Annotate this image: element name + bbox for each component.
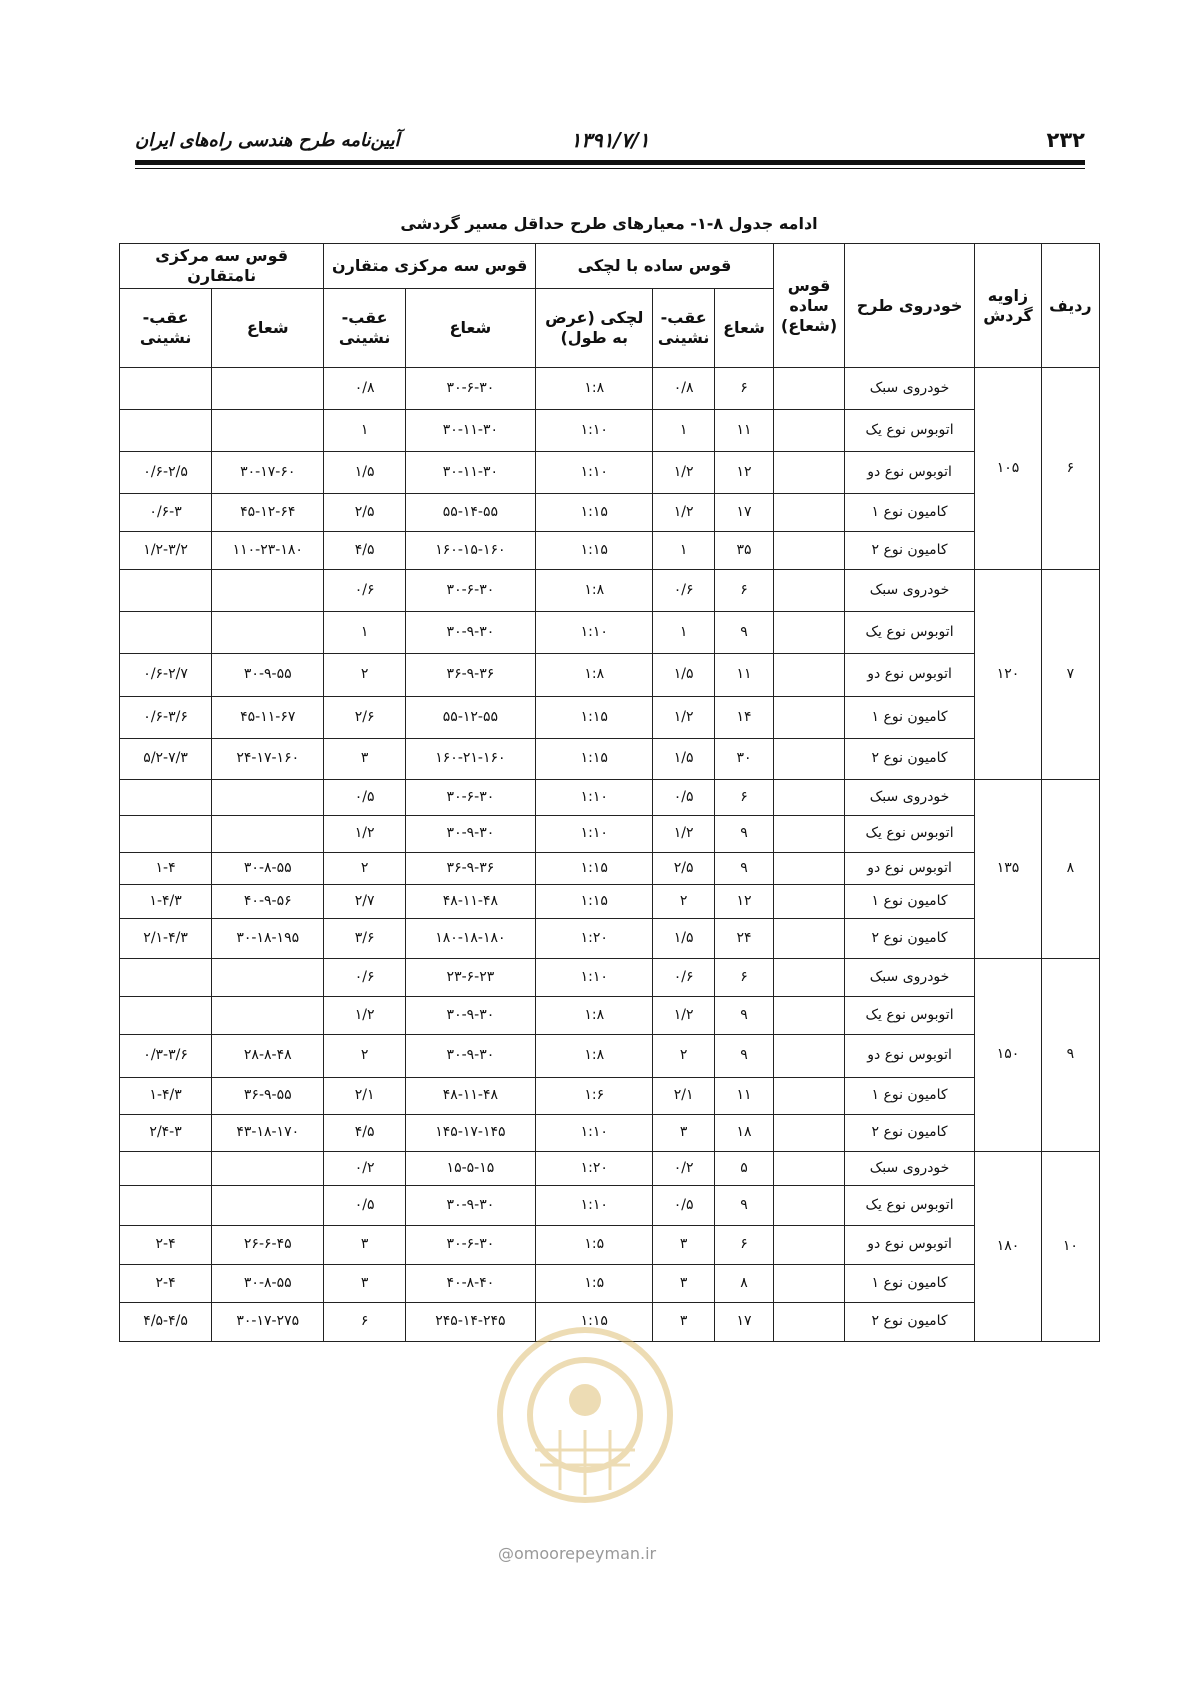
cell-offset: ۱/۲: [653, 494, 714, 532]
cell-radius: ۲۴: [714, 919, 773, 959]
page-number: ۲۳۲: [1046, 128, 1085, 152]
cell-simple-arc: [774, 532, 845, 570]
table-row: [120, 494, 1100, 532]
cell-vehicle: خودروی سبک: [844, 570, 974, 612]
cell-taper: ۱:۵: [535, 1226, 652, 1265]
cell-asym-radius: [212, 368, 324, 410]
cell-asym-offset: ۲-۴: [120, 1265, 212, 1303]
cell-offset: ۲/۵: [653, 853, 714, 885]
table-row: [120, 1115, 1100, 1152]
cell-simple-arc: [774, 816, 845, 853]
cell-sym-offset: ۲: [324, 1035, 405, 1078]
cell-sym-radius: ۳۰-۹-۳۰: [405, 1186, 535, 1226]
cell-offset: ۰/۶: [653, 959, 714, 997]
cell-taper: ۱:۱۰: [535, 410, 652, 452]
cell-taper: ۱:۱۰: [535, 452, 652, 494]
cell-offset: ۳: [653, 1115, 714, 1152]
cell-asym-radius: [212, 1186, 324, 1226]
cell-radius: ۶: [714, 959, 773, 997]
cell-simple-arc: [774, 1152, 845, 1186]
cell-simple-arc: [774, 410, 845, 452]
cell-sym-radius: ۳۰-۶-۳۰: [405, 368, 535, 410]
cell-asym-offset: [120, 959, 212, 997]
col-vehicle: خودروی طرح: [844, 244, 974, 368]
cell-sym-offset: ۲/۶: [324, 697, 405, 739]
cell-sym-radius: ۳۰-۹-۳۰: [405, 1035, 535, 1078]
cell-radius: ۱۸: [714, 1115, 773, 1152]
cell-asym-radius: ۳۰-۱۷-۶۰: [212, 452, 324, 494]
cell-offset: ۳: [653, 1265, 714, 1303]
cell-vehicle: کامیون نوع ۲: [844, 739, 974, 780]
cell-sym-offset: ۳/۶: [324, 919, 405, 959]
cell-sym-offset: ۶: [324, 1303, 405, 1342]
cell-offset: ۰/۶: [653, 570, 714, 612]
cell-taper: ۱:۱۰: [535, 612, 652, 654]
cell-radius: ۹: [714, 816, 773, 853]
cell-sym-radius: ۳۰-۶-۳۰: [405, 780, 535, 816]
cell-angle: ۱۸۰: [975, 1152, 1042, 1342]
cell-vehicle: خودروی سبک: [844, 780, 974, 816]
cell-row: ۷: [1041, 570, 1099, 780]
col-asym-radius: شعاع: [212, 289, 324, 368]
cell-asym-radius: ۳۰-۸-۵۵: [212, 853, 324, 885]
cell-sym-radius: ۴۸-۱۱-۴۸: [405, 1078, 535, 1115]
cell-offset: ۱/۲: [653, 997, 714, 1035]
cell-asym-radius: ۴۵-۱۱-۶۷: [212, 697, 324, 739]
table-row: [120, 452, 1100, 494]
table-row: [120, 1078, 1100, 1115]
cell-sym-radius: ۳۰-۹-۳۰: [405, 997, 535, 1035]
table-row: [120, 853, 1100, 885]
cell-taper: ۱:۱۰: [535, 1115, 652, 1152]
table-row: [120, 612, 1100, 654]
cell-asym-offset: [120, 1186, 212, 1226]
cell-sym-offset: ۱: [324, 612, 405, 654]
cell-asym-radius: ۳۰-۱۸-۱۹۵: [212, 919, 324, 959]
cell-radius: ۱۷: [714, 494, 773, 532]
cell-asym-offset: [120, 1152, 212, 1186]
cell-sym-radius: ۵۵-۱۲-۵۵: [405, 697, 535, 739]
cell-offset: ۳: [653, 1303, 714, 1342]
cell-taper: ۱:۸: [535, 570, 652, 612]
table-caption: ادامه جدول ۸-۱- معیارهای طرح حداقل مسیر گردشی: [400, 214, 818, 233]
col-sym-radius: شعاع: [405, 289, 535, 368]
cell-sym-offset: ۱/۲: [324, 997, 405, 1035]
cell-asym-radius: ۳۶-۹-۵۵: [212, 1078, 324, 1115]
cell-offset: ۱/۵: [653, 739, 714, 780]
table-row: [120, 1035, 1100, 1078]
cell-simple-arc: [774, 1078, 845, 1115]
cell-sym-offset: ۲/۵: [324, 494, 405, 532]
cell-simple-arc: [774, 780, 845, 816]
cell-sym-radius: ۱۵-۵-۱۵: [405, 1152, 535, 1186]
cell-taper: ۱:۱۵: [535, 739, 652, 780]
cell-sym-offset: ۰/۵: [324, 1186, 405, 1226]
cell-sym-offset: ۱: [324, 410, 405, 452]
col-group-simple-taper: قوس ساده با لچکی: [535, 244, 773, 289]
cell-asym-offset: ۴/۵-۴/۵: [120, 1303, 212, 1342]
cell-asym-offset: ۱/۲-۳/۲: [120, 532, 212, 570]
cell-vehicle: کامیون نوع ۱: [844, 885, 974, 919]
cell-offset: ۱/۲: [653, 697, 714, 739]
cell-sym-offset: ۲/۷: [324, 885, 405, 919]
header-date: ۱۳۹۱/۷/۱: [570, 128, 650, 152]
cell-sym-radius: ۲۳-۶-۲۳: [405, 959, 535, 997]
cell-angle: ۱۵۰: [975, 959, 1042, 1152]
cell-sym-radius: ۳۰-۹-۳۰: [405, 612, 535, 654]
cell-simple-arc: [774, 1186, 845, 1226]
cell-vehicle: اتوبوس نوع دو: [844, 1226, 974, 1265]
cell-sym-radius: ۱۶۰-۱۵-۱۶۰: [405, 532, 535, 570]
cell-asym-offset: ۱-۴: [120, 853, 212, 885]
cell-offset: ۱: [653, 532, 714, 570]
cell-sym-offset: ۲/۱: [324, 1078, 405, 1115]
table-row: [120, 368, 1100, 410]
cell-simple-arc: [774, 1303, 845, 1342]
table-row: [120, 410, 1100, 452]
cell-row: ۱۰: [1041, 1152, 1099, 1342]
cell-sym-radius: ۴۰-۸-۴۰: [405, 1265, 535, 1303]
table-row: [120, 1152, 1100, 1186]
cell-asym-radius: ۴۰-۹-۵۶: [212, 885, 324, 919]
cell-asym-radius: ۳۰-۱۷-۲۷۵: [212, 1303, 324, 1342]
cell-radius: ۹: [714, 612, 773, 654]
col-asym-offset: عقب- نشینی: [120, 289, 212, 368]
cell-asym-offset: ۰/۶-۲/۵: [120, 452, 212, 494]
cell-sym-radius: ۳۶-۹-۳۶: [405, 654, 535, 697]
cell-simple-arc: [774, 885, 845, 919]
cell-sym-offset: ۰/۸: [324, 368, 405, 410]
cell-vehicle: اتوبوس نوع یک: [844, 816, 974, 853]
cell-radius: ۶: [714, 570, 773, 612]
cell-simple-arc: [774, 1265, 845, 1303]
cell-taper: ۱:۱۵: [535, 697, 652, 739]
cell-row: ۸: [1041, 780, 1099, 959]
cell-offset: ۲: [653, 1035, 714, 1078]
cell-sym-offset: ۰/۲: [324, 1152, 405, 1186]
page-header: [135, 122, 1085, 156]
cell-offset: ۱/۲: [653, 816, 714, 853]
cell-asym-radius: ۲۸-۸-۴۸: [212, 1035, 324, 1078]
cell-simple-arc: [774, 997, 845, 1035]
cell-sym-radius: ۵۵-۱۴-۵۵: [405, 494, 535, 532]
table-row: [120, 885, 1100, 919]
cell-taper: ۱:۱۰: [535, 959, 652, 997]
cell-simple-arc: [774, 612, 845, 654]
cell-asym-radius: ۴۳-۱۸-۱۷۰: [212, 1115, 324, 1152]
cell-vehicle: کامیون نوع ۱: [844, 697, 974, 739]
cell-asym-offset: [120, 997, 212, 1035]
table-row: [120, 919, 1100, 959]
cell-vehicle: اتوبوس نوع یک: [844, 1186, 974, 1226]
cell-sym-radius: ۱۶۰-۲۱-۱۶۰: [405, 739, 535, 780]
cell-taper: ۱:۶: [535, 1078, 652, 1115]
cell-asym-offset: ۲/۱-۴/۳: [120, 919, 212, 959]
cell-simple-arc: [774, 739, 845, 780]
cell-radius: ۱۱: [714, 410, 773, 452]
cell-offset: ۰/۲: [653, 1152, 714, 1186]
cell-asym-radius: [212, 410, 324, 452]
cell-taper: ۱:۲۰: [535, 919, 652, 959]
col-sym-offset: عقب- نشینی: [324, 289, 405, 368]
col-radius: شعاع: [714, 289, 773, 368]
cell-asym-radius: ۲۶-۶-۴۵: [212, 1226, 324, 1265]
cell-simple-arc: [774, 570, 845, 612]
cell-taper: ۱:۸: [535, 997, 652, 1035]
cell-sym-offset: ۲: [324, 853, 405, 885]
cell-sym-radius: ۳۰-۶-۳۰: [405, 570, 535, 612]
cell-sym-radius: ۱۴۵-۱۷-۱۴۵: [405, 1115, 535, 1152]
cell-offset: ۰/۵: [653, 1186, 714, 1226]
cell-angle: ۱۰۵: [975, 368, 1042, 570]
cell-asym-radius: ۴۵-۱۲-۶۴: [212, 494, 324, 532]
cell-offset: ۱: [653, 410, 714, 452]
cell-simple-arc: [774, 452, 845, 494]
col-offset: عقب- نشینی: [653, 289, 714, 368]
cell-offset: ۱/۵: [653, 654, 714, 697]
header-rule-thin: [135, 168, 1085, 169]
cell-asym-offset: ۲/۴-۳: [120, 1115, 212, 1152]
cell-row: ۹: [1041, 959, 1099, 1152]
table-row: [120, 697, 1100, 739]
cell-vehicle: کامیون نوع ۲: [844, 1303, 974, 1342]
cell-taper: ۱:۱۰: [535, 1186, 652, 1226]
cell-radius: ۱۴: [714, 697, 773, 739]
cell-radius: ۹: [714, 997, 773, 1035]
cell-asym-offset: ۰/۶-۳: [120, 494, 212, 532]
table-row: [120, 532, 1100, 570]
cell-vehicle: اتوبوس نوع دو: [844, 1035, 974, 1078]
cell-sym-offset: ۴/۵: [324, 532, 405, 570]
col-taper: لچکی (عرض به طول): [535, 289, 652, 368]
cell-asym-radius: ۳۰-۹-۵۵: [212, 654, 324, 697]
cell-asym-offset: [120, 410, 212, 452]
cell-sym-radius: ۳۰-۱۱-۳۰: [405, 452, 535, 494]
cell-vehicle: خودروی سبک: [844, 368, 974, 410]
table-row: [120, 1226, 1100, 1265]
cell-vehicle: اتوبوس نوع دو: [844, 853, 974, 885]
cell-radius: ۶: [714, 1226, 773, 1265]
cell-taper: ۱:۲۰: [535, 1152, 652, 1186]
cell-asym-offset: ۱-۴/۳: [120, 1078, 212, 1115]
table-row: [120, 654, 1100, 697]
cell-asym-radius: ۳۰-۸-۵۵: [212, 1265, 324, 1303]
cell-radius: ۳۵: [714, 532, 773, 570]
cell-sym-offset: ۴/۵: [324, 1115, 405, 1152]
cell-taper: ۱:۱۵: [535, 853, 652, 885]
cell-vehicle: اتوبوس نوع دو: [844, 654, 974, 697]
cell-taper: ۱:۱۵: [535, 532, 652, 570]
cell-taper: ۱:۸: [535, 1035, 652, 1078]
table-row: [120, 1186, 1100, 1226]
cell-asym-offset: ۵/۲-۷/۳: [120, 739, 212, 780]
cell-offset: ۱/۲: [653, 452, 714, 494]
cell-offset: ۰/۸: [653, 368, 714, 410]
table-row: [120, 959, 1100, 997]
cell-taper: ۱:۸: [535, 654, 652, 697]
watermark-text: @omoorepeyman.ir: [498, 1544, 657, 1563]
cell-sym-radius: ۳۶-۹-۳۶: [405, 853, 535, 885]
table-row: [120, 739, 1100, 780]
cell-radius: ۱۱: [714, 654, 773, 697]
cell-asym-offset: ۰/۶-۲/۷: [120, 654, 212, 697]
cell-simple-arc: [774, 919, 845, 959]
cell-simple-arc: [774, 1226, 845, 1265]
col-row: ردیف: [1041, 244, 1099, 368]
cell-taper: ۱:۱۰: [535, 816, 652, 853]
cell-offset: ۳: [653, 1226, 714, 1265]
cell-vehicle: خودروی سبک: [844, 1152, 974, 1186]
cell-radius: ۱۲: [714, 885, 773, 919]
cell-radius: ۹: [714, 1035, 773, 1078]
turning-criteria-table: [119, 243, 1100, 1342]
cell-radius: ۶: [714, 368, 773, 410]
cell-vehicle: کامیون نوع ۲: [844, 532, 974, 570]
cell-vehicle: خودروی سبک: [844, 959, 974, 997]
cell-vehicle: کامیون نوع ۲: [844, 919, 974, 959]
col-group-asymmetric: قوس سه مرکزی نامتقارن: [120, 244, 324, 289]
col-group-symmetric: قوس سه مرکزی متقارن: [324, 244, 536, 289]
table-row: [120, 1265, 1100, 1303]
cell-sym-offset: ۲: [324, 654, 405, 697]
cell-taper: ۱:۱۵: [535, 885, 652, 919]
cell-vehicle: کامیون نوع ۱: [844, 1078, 974, 1115]
cell-offset: ۱: [653, 612, 714, 654]
cell-sym-radius: ۱۸۰-۱۸-۱۸۰: [405, 919, 535, 959]
cell-sym-offset: ۳: [324, 1226, 405, 1265]
cell-sym-offset: ۰/۵: [324, 780, 405, 816]
header-rule-thick: [135, 160, 1085, 165]
cell-vehicle: اتوبوس نوع یک: [844, 612, 974, 654]
cell-taper: ۱:۱۰: [535, 780, 652, 816]
cell-radius: ۵: [714, 1152, 773, 1186]
cell-asym-offset: ۲-۴: [120, 1226, 212, 1265]
cell-asym-radius: [212, 780, 324, 816]
cell-angle: ۱۳۵: [975, 780, 1042, 959]
cell-asym-radius: [212, 816, 324, 853]
cell-asym-radius: [212, 1152, 324, 1186]
cell-asym-radius: [212, 612, 324, 654]
cell-radius: ۹: [714, 853, 773, 885]
cell-simple-arc: [774, 959, 845, 997]
cell-taper: ۱:۱۵: [535, 494, 652, 532]
cell-sym-offset: ۱/۲: [324, 816, 405, 853]
cell-asym-offset: ۱-۴/۳: [120, 885, 212, 919]
watermark-seal-icon: [490, 1320, 680, 1510]
cell-asym-offset: ۰/۳-۳/۶: [120, 1035, 212, 1078]
col-simple-arc: قوس ساده (شعاع): [774, 244, 845, 368]
cell-asym-radius: [212, 959, 324, 997]
cell-radius: ۳۰: [714, 739, 773, 780]
cell-sym-offset: ۳: [324, 739, 405, 780]
cell-asym-offset: ۰/۶-۳/۶: [120, 697, 212, 739]
cell-simple-arc: [774, 697, 845, 739]
document-title: آیین‌نامه طرح هندسی راه‌های ایران: [135, 130, 400, 151]
cell-asym-radius: [212, 997, 324, 1035]
cell-asym-offset: [120, 368, 212, 410]
cell-taper: ۱:۵: [535, 1265, 652, 1303]
cell-simple-arc: [774, 1035, 845, 1078]
cell-sym-radius: ۴۸-۱۱-۴۸: [405, 885, 535, 919]
cell-radius: ۹: [714, 1186, 773, 1226]
cell-simple-arc: [774, 368, 845, 410]
cell-simple-arc: [774, 654, 845, 697]
cell-sym-radius: ۲۴۵-۱۴-۲۴۵: [405, 1303, 535, 1342]
cell-simple-arc: [774, 494, 845, 532]
table-row: [120, 816, 1100, 853]
cell-offset: ۲/۱: [653, 1078, 714, 1115]
cell-asym-offset: [120, 816, 212, 853]
cell-angle: ۱۲۰: [975, 570, 1042, 780]
cell-asym-offset: [120, 780, 212, 816]
cell-sym-radius: ۳۰-۶-۳۰: [405, 1226, 535, 1265]
cell-vehicle: اتوبوس نوع یک: [844, 410, 974, 452]
cell-radius: ۶: [714, 780, 773, 816]
cell-sym-offset: ۰/۶: [324, 570, 405, 612]
cell-offset: ۲: [653, 885, 714, 919]
table-row: [120, 997, 1100, 1035]
cell-sym-offset: ۰/۶: [324, 959, 405, 997]
cell-radius: ۱۷: [714, 1303, 773, 1342]
cell-radius: ۱۱: [714, 1078, 773, 1115]
cell-radius: ۱۲: [714, 452, 773, 494]
cell-vehicle: اتوبوس نوع دو: [844, 452, 974, 494]
cell-asym-radius: ۲۴-۱۷-۱۶۰: [212, 739, 324, 780]
table-row: [120, 780, 1100, 816]
cell-taper: ۱:۸: [535, 368, 652, 410]
cell-vehicle: کامیون نوع ۲: [844, 1115, 974, 1152]
cell-sym-offset: ۳: [324, 1265, 405, 1303]
cell-vehicle: اتوبوس نوع یک: [844, 997, 974, 1035]
cell-row: ۶: [1041, 368, 1099, 570]
cell-sym-radius: ۳۰-۹-۳۰: [405, 816, 535, 853]
cell-simple-arc: [774, 853, 845, 885]
cell-taper: ۱:۱۵: [535, 1303, 652, 1342]
cell-sym-offset: ۱/۵: [324, 452, 405, 494]
col-angle: زاویه گردش: [975, 244, 1042, 368]
cell-sym-radius: ۳۰-۱۱-۳۰: [405, 410, 535, 452]
cell-simple-arc: [774, 1115, 845, 1152]
cell-vehicle: کامیون نوع ۱: [844, 494, 974, 532]
cell-asym-offset: [120, 570, 212, 612]
cell-offset: ۰/۵: [653, 780, 714, 816]
table-row: [120, 570, 1100, 612]
cell-radius: ۸: [714, 1265, 773, 1303]
cell-offset: ۱/۵: [653, 919, 714, 959]
cell-vehicle: کامیون نوع ۱: [844, 1265, 974, 1303]
cell-asym-radius: [212, 570, 324, 612]
cell-asym-radius: ۱۱۰-۲۳-۱۸۰: [212, 532, 324, 570]
cell-asym-offset: [120, 612, 212, 654]
